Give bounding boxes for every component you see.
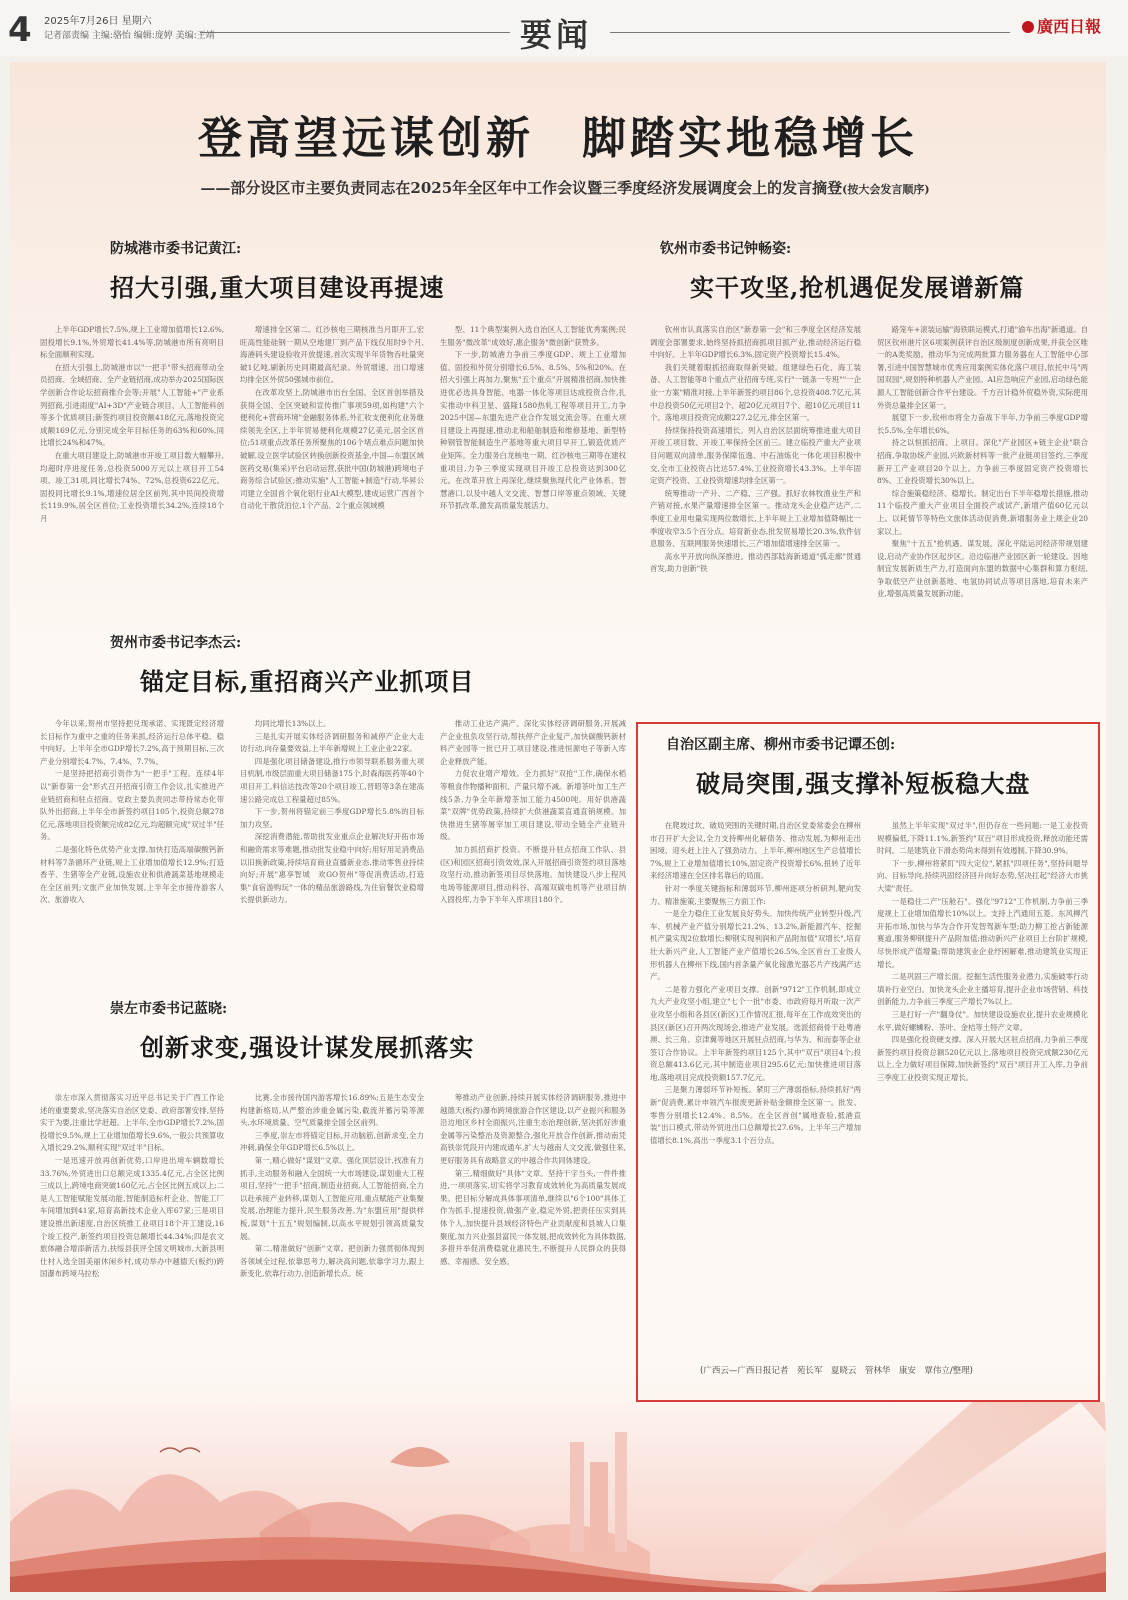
article-title: 破局突围,强支撑补短板稳大盘 (696, 769, 1031, 798)
paragraph: 高水平开放向纵深推进。推动西部陆海新通道"弧走廊"贯通首发,助力创新"铁 (650, 551, 861, 574)
article-leader: 贺州市委书记李杰云: (110, 635, 242, 651)
paragraph: 持之以恒抓招商、上项目。深化"产业园区+链主企业"联合招商,争取协统产业园,兴欧新材料等一批产业链项目签约,三季度新开工产业项目20个以上。力争前三季度固定资产投资增长8%、工业投资增长30%以上。 (877, 438, 1088, 486)
article-column (440, 718, 626, 976)
article-column (40, 1092, 224, 1388)
reporter-credits: (广西云—广西日报记者 苑长军 夏晓云 管林华 康安 覃伟立/整理) (700, 1366, 973, 1376)
paragraph: 钦州市认真落实自治区"新春第一会"和三季度全区经济发展调度会部署要求,始终坚持抓招商抓项目抓产业,推动经济运行稳中向好。上半年GDP增长6.3%,固定资产投资增长15.4%。 (650, 325, 861, 360)
sub-headline-note: (按大会发言顺序) (842, 183, 930, 196)
article-title: 锚定目标,重招商兴产业抓项目 (140, 667, 475, 696)
landscape-illustration-icon (10, 1402, 1106, 1592)
article-column (40, 324, 224, 612)
article-body-chongzuo (40, 1092, 626, 1388)
paragraph: 下一步,柳州将紧盯"四大定位",紧抓"四项任务",坚持问题导向、目标导向,持续巩固经济回升向好态势,坚决扛起"经济大市挑大梁"责任。 (877, 858, 1088, 893)
paragraph: 虽然上半年实现"双过半",但仍存在一些问题:一是工业投资规模偏低,下降11.1%,新签约"双百"项目形成投资,释放动能还需时间。二是建筑业下滑态势尚未得到有效遏制,下降30.9%。 (877, 821, 1088, 856)
paragraph: 在招大引强上,防城港市以"一把手"带头招商带动全员招商、全域招商、全产业链招商,成功举办2025国际医学创新合作论坛招商推介会等;开展"人工智能+"产业系列招商,引进雨度"AI+3D"产业链合项目、人工智能科创等多个优质项目;新签约项目投资额418亿元,落地投资完成额169亿元,分别完成全年目标任务的63%和60%,同比增长24%和47%。 (40, 362, 224, 448)
paragraph: 展望下一步,钦州市将全力奋战下半年,力争前三季度GDP增长5.5%,全年增长6%。 (877, 413, 1088, 435)
paragraph: 在爬坡过坎、破局突围的关键时期,自治区党委常委会在柳州市召开扩大会议,全力支持柳州化解债务、推动发展,为柳州走出困境、迎头赶上注入了强劲动力。上半年,柳州地区生产总值增长7%,规上工业增加值增长10%,固定资产投资增长6%,扭转了近年来经济增速在全区排名靠后的局面。 (650, 821, 861, 881)
article-title: 创新求变,强设计谋发展抓落实 (140, 1033, 475, 1062)
paragraph: 聚焦"十五五"抢机遇、谋发展。深化平陆运河经济带规划建设,启动产业协作区起步区。沿边临港产业园区新一轮建设。因地制宜发展新质生产力,打造面向东盟的数据中心集群和算力枢纽,争取低空产业创新基地、电氢协同试点等项目落地,培育未来产业,增强高质量发展新动能。 (877, 539, 1088, 599)
paragraph: 型、11个典型案例入选自治区人工智能优秀案例;民生服务"微改革"成效好,惠企服务"微创新"获赞多。 (440, 325, 626, 347)
decorative-illustration (10, 1402, 1106, 1592)
article-body-hezhou (40, 718, 626, 976)
paragraph: 三是扎实开展实体经济调研服务和减停产企业大走访行动,向存量要效益,上半年新增规上工业企业22家。 (240, 731, 424, 754)
article-header-liuzhou (666, 734, 1086, 799)
paragraph: 统筹推动一产升、二产稳、三产强。抓好农林牧渔业生产和产销对接,水果产量增速排全区第一。推动龙头企业稳产达产,二季度工业用电量实现两位数增长,上半年规上工业增加值降幅比一季度收窄3.5个百分点。培育新业态,批发贸易增长20.3%,软件信息服务、互联网服务快速增长,三产增加值增速排全区第一。 (650, 488, 861, 549)
sub-headline-text: ——部分设区市主要负责同志在2025年全区年中工作会议暨三季度经济发展调度会上的发言摘登 (200, 179, 843, 197)
paragraph: 筹推动产业创新,持续开展实体经济调研服务,推进中越德天(板约)瀑布跨境旅游合作区建设,以产业振兴和服务沿边地区乡村全面振兴,注重生态治理创新,坚决抓好涉重金属等污染整治及资源整合,强化开放合作创新,推动南凭高铁崇凭段开内建成通车,扩大与越南人文交流,做强往来,更好服务具有战略意义的中越合作共同体建设。 (440, 1093, 626, 1165)
main-headline: 登高望远谋创新 脚踏实地稳增长 (198, 113, 918, 164)
paragraph: 一是稳住二产"压舱石"。强化"9712"工作机制,力争前三季度规上工业增加值增长10%以上。支持上汽通用五菱、东风柳汽开拓市场,加快与华为合作开发智驾新车型;助力柳工抢占新能源赛道,服务柳钢提升产品附加值;推动新兴产业项目上台阶扩规模,尽快形成产值增量;帮助建筑业企业纾困解难,推动建筑业实现正增长。 (877, 896, 1088, 969)
paragraph: 三是聚力薄弱环节补短板。紧盯三产薄弱指标,持续抓好"两新"促消费,累计申领汽车报废更新补贴金额排全区第一。批发、零售分别增长12.4%、8.5%。在全区首创"属地查验,抵港直装"出口模式,带动外贸进出口总额增长27.6%。上半年三产增加值增长8.1%,高出一季度3.1个百分点。 (650, 1085, 861, 1145)
article-column (440, 324, 626, 612)
article-leader: 防城港市委书记黄江: (110, 241, 242, 257)
paragraph: 二是强化特色优势产业支撑,加快打造高端碳酸钙新材料等7条循环产业链,规上工业增加值增长12.9%;打造香芋、生猪等全产业链,设施农业和供港蔬菜基地规模走在全区前列;文旅产业加快发展,上半年全市接待游客人次、旅游收入 (40, 844, 224, 905)
article-column (440, 1092, 626, 1388)
paragraph: 二是着力强化产业项目支撑。创新"9712"工作机制,即成立九大产业攻坚小组,建立"七个一批"市委、市政府每月听取一次产业攻坚小组和各县区(新区)工作情况汇报,每年在工作成效突出的县区(新区)召开两次现场会,推进产业发展。选派招商骨干赴粤港澳、长三角、京津冀等地区开展驻点招商,与华为、和而泰等企业签订合作协议。上半年新签约项目125个,其中"双百"项目4个;投资总额413.6亿元,其中制造业项目295.6亿元;加快推进项目落地,落地项目完成投资额157.7亿元。 (650, 984, 861, 1082)
section-title: 要闻 (520, 16, 593, 54)
issue-date: 2025年7月26日 星期六 (44, 16, 152, 27)
paragraph: 第二,精准做好"创新"文章。把创新力强贯彻体现到各领域全过程,依靠思考力,解决高问题,依靠学习力,跟上新变化,依靠行动力,创造新增长点。统 (240, 1244, 424, 1279)
paragraph: 持续保持投资高速增长。列入自治区层面统筹推进重大项目开竣工项目数、开竣工率保持全区前三。建立临投产重大产业项目问题双向清单,服务保障伍逸、中石油炼化一体化项目积极中交,全市工业投资占比达57.4%,工业投资增长43.3%。上半年固定资产投资、工业投资增速均排全区第一。 (650, 425, 861, 486)
feature-panel (10, 62, 1106, 1592)
paragraph: 下一步,防城港力争前三季度GDP、规上工业增加值、固投和外贸分别增长6.5%、8.5%、5%和20%。在招大引强上再加力,聚焦"五个重点"开展精准招商,加快推进优必选具身智能、电器一体化等项目达成投资合作,扎实推动中科卫星、盛隆1580热轧工程等项目开工,力争2025中国—东盟先进产业合作发展交流会等。在重大项目建设上再提速,推动北和船舶制造和维修基地、新型特种钢管智能制造生产基地等重大项目早开工,锻造优质产业矩阵。全力服务白龙核电一期、红沙核电三期等在建权重项目,力争三季度实现项目开竣工总投资达到300亿元。在改革开放上再深化,继续聚焦现代化产业体系、智慧港口,以及中越人文交流、智慧口岸等重点领域、关键环节抓改革,激发高质量发展活力。 (440, 350, 626, 511)
paragraph: 均同比增长13%以上。 (254, 719, 331, 728)
masthead (0, 0, 1128, 56)
paragraph: 推动工业达产满产。深化实体经济调研服务,开展减产企业扭负攻坚行动,帮扶停产企业复产,加快碳酸钙新材料产业园等一批已开工项目建设,推进恒源电子等新入库企业释放产能。 (440, 719, 626, 766)
header-rule-left (200, 32, 510, 33)
logo-mark-icon (1022, 21, 1034, 33)
paragraph: 深挖消费潜能,帮助批发业重点企业解决好开拓市场和融资需求等难题,推动批发业稳中向好;用好用足消费品以旧换新政策,持续培育商业直播新业态,推动零售业持续向好;开展"惠享智城 欢GO贺州"等促消费活动,打造集"食宿游购玩"一体的精品旅游路线,为住宿餐饮业稳增长提供新动力。 (240, 832, 424, 905)
article-title: 实干攻坚,抢机遇促发展谱新篇 (690, 273, 1025, 302)
article-header-fangchenggang (110, 238, 610, 303)
paragraph: 力促农业增产增效。全力抓好"双抢"工作,确保水稻等粮食作物播种面积、产量只增不减。新增茶叶加工生产线5条,力争全年新增茶加工能力4500吨。用好供港蔬菜"双牌"优势政策,持续扩大供港蔬菜直通直销规模。加快推进生猪等屠宰加工项目建设,带动全链全产业链升级。 (440, 769, 626, 842)
editor-credits: 记者部责编 主编:骆怡 编辑:庞婷 美编:王靖 (44, 31, 215, 41)
paragraph: 我们关键着眼抓招商取得新突破。组建绿色石化、海工装备、人工智能等8个重点产业招商专班,实行"一链条一专班""一企业一方案"精准对接,上半年新签约项目86个,总投资408.7亿元,其中总投资50亿元项目2个、超20亿元项目7个、超10亿元项目11个。落地项目投资完成额227.2亿元,排全区第一。 (650, 362, 861, 423)
paragraph: 增速排全区第二。红沙核电三期核准当月即开工,宏旺高性能硅钢一期从空地建厂到产品下线仅用时9个月,海港码头建设验收开放提速,首次实现半年货物吞吐量突破1亿吨,刷新历史同期最高纪录。外贸增速、出口增速均排全区外贸50强城市前位。 (240, 325, 424, 385)
paragraph: 比赛,全市接待国内游客增长16.89%;五是生态安全构建新格局,从严整治涉重金属污染,截流并蓄污染等源头,水环境质量、空气质量排全国全区前列。 (240, 1093, 424, 1128)
paragraph: 第一,精心做好"谋划"文章。强化顶层设计,找准有力抓手,主动服务和融入全国统一大市场建设,谋划重大工程项目,坚持"一把手"招商,制造业招商,人工智能招商,全力以赴承接产业转移,谋划人工智能应用,重点赋能产业集聚发展,治理能力提升,民生服务改善,为"东盟应用"提供样板,谋划"十五五"规划编制,以高水平规划引领高质量发展。 (240, 1155, 424, 1241)
article-leader: 钦州市委书记钟畅姿: (660, 241, 792, 257)
paragraph: 在改革攻坚上,防城港市出台全国、全区首创举措及获得全国、全区突破和宣传推广事项59项,如构建"六个便利化+营商环境"金融服务体系,外汇收支便利化业务继续领先全区,上半年贸易便利化规模27亿美元,居全区首位;51项重点改革任务所聚焦的106个堵点难点问题加快破解,设立医学试验区转换创新投资基金,中国—东盟区域医药交易(集采)平台启动运营,获批中国(防城港)跨境电子商务综合试验区;推动实施"人工智能+制造"行动,华昇公司建立全国首个氧化铝行业AI大模型,建成运营广西首个自动化干散货泊位,1个产品、2个重点领域模 (240, 387, 424, 511)
article-leader: 崇左市委书记蓝晓: (110, 1001, 228, 1017)
article-header-hezhou (110, 632, 610, 697)
paragraph: 下一步,贺州将锚定前三季度GDP增长5.8%的目标加力攻坚。 (240, 807, 424, 829)
article-column (650, 324, 861, 702)
header-rule-right (610, 32, 1010, 33)
paragraph: 加力抓招商扩投资。不断提升驻点招商工作队、县(区)和园区招商引资效效,深入开展招商引资签约项目落地攻坚行动,推动新签项目尽快落地。加快建设八步上程风电场等能源项目,推动科谷、高端双碳电机等产业项目纳入固投库,力争下半年入库项目180个。 (440, 844, 626, 905)
newspaper-logo-text: 廣西日報 (1037, 17, 1102, 36)
paragraph: 路笼车+滚装运输"海铁联运模式,打通"渝车出海"新通道。自贸区钦州港片区6项案例获评自治区级制度创新成果,并获全区唯一的A类奖励。推动华为完成两批算力服务器在人工智能中心部署,引进中国智慧城市优秀应用案例实体化落户项目,依托中马"两国双园",规划特种机器人产业园。AI应急响应产业园,启动绿色能源人工智能创新合作平台建设。千方百计稳外贸稳外资,实际使用外资总量排全区第一。 (877, 325, 1088, 410)
paragraph: 综合施策稳经济、稳增长。制定出台下半年稳增长措施,推动11个临投产重大产业项目全面投产或试产,新增产值60亿元以上。以耗情节等特色文旅体活动促消费,新增服务业上规企业20家以上。 (877, 488, 1088, 536)
article-leader: 自治区副主席、柳州市委书记谭丕创: (666, 737, 896, 753)
article-body-fangchenggang (40, 324, 626, 612)
article-column (650, 820, 861, 1354)
article-column (240, 1092, 424, 1388)
article-title: 招大引强,重大项目建设再提速 (110, 273, 445, 302)
article-header-chongzuo (110, 998, 610, 1063)
paragraph: 一是全力稳住工业发展良好势头。加快传统产业转型升级,汽车、机械产业产值分别增长21.2%、13.2%,新能源汽车、挖掘机产量实现2位数增长;柳钢实现利润和产品附加值"双增长",培育壮大新兴产业,人工智能产业产值增长26.5%,全区首台工业级人形机器人在柳州下线,国内首条量产氧化镓激光器芯片产线满产达产。 (650, 909, 861, 982)
paragraph: 第三,精细做好"具体"文章。坚持干字当头,一件件推进,一项项落实,切实将学习教育成效转化为高质量发展成果。把目标分解成具体事项清单,继续以"6个100"具体工作为抓手,提速投资,做强产业,稳定外贸,把责任压实到具体个人,加快提升县域经济特色产业贡献度和县城人口集聚度,加力兴业强县富民一体发展,把成效转化为具体数据,多措并举促消费稳就业惠民生,不断提升人民群众的获得感、幸福感、安全感。 (440, 1168, 626, 1266)
article-column (40, 718, 224, 976)
paragraph: 四是强化投资硬支撑。深入开展大区驻点招商,力争前三季度新签约项目投资总额520亿元以上,落地项目投资完成额230亿元以上,全力做好项目保障,加快新签约"双百"项目开工入库,力争前三季度工业投资实现正增长。 (877, 1035, 1088, 1082)
article-column (877, 820, 1088, 1354)
page-number: 4 (8, 10, 32, 50)
article-column (877, 324, 1088, 702)
sub-headline (50, 177, 1080, 198)
article-body-liuzhou (650, 820, 1088, 1354)
article-column (240, 718, 424, 976)
paragraph: 三季度,崇左市将锚定目标,开动脑筋,创新求变,全力冲刺,确保全年GDP增长6.5%以上。 (240, 1130, 424, 1153)
article-header-qinzhou (660, 238, 1090, 303)
paragraph: 一是坚持把招商引资作为"一把手"工程。连续4年以"新春第一会"形式召开招商引资工作会议,扎实推进产业链招商和驻点招商。党政主要负责同志带持常态化带队外出招商,上半年全市新签约项目105个,投资总额278亿元,落地项目投资额完成82亿元,均超额完成"双过半"任务。 (40, 769, 224, 842)
paragraph: 上半年GDP增长7.5%,规上工业增加值增长12.6%,固投增长9.1%,外贸增长41.4%等,防城港市所有亮明目标全面顺利实现。 (40, 325, 224, 360)
paragraph: 一是迅速开放再创新优势,口岸进出境车辆数增长33.76%,外贸进出口总额完成1335.4亿元,占全区比例三成以上,跨境电商突破160亿元,占全区比例五成以上;二是人工智能赋能发展动能,智能制造标杆企业、智能工厂车间增加到41家,培育高新技术企业入库67家;三是项目建设推出新速度,自治区统推工业项目18个开工建设,16个竣工投产,新签约项目投资总额增长44.34%;四是农文旅体融合增添新活力,扶绥县获评全国文明城市,大新县明仕村入选全国美丽休闲乡村,成功举办中越德天(板约)跨国瀑布跨境马拉松 (40, 1155, 224, 1279)
paragraph: 在重大项目建设上,防城港市开竣工项目数大幅攀升,均超时序进度任务,总投资5000万元以上项目开工54项、竣工31项,同比增长74%、72%,总投资622亿元。固投同比增长9.1%,增速位居全区前列,其中民间投资增长119.9%,居全区首位;工业投资增长34.2%,连续18个月 (40, 450, 224, 523)
paragraph: 今年以来,贺州市坚持把兑现承诺、实现既定经济增长目标作为重中之重的任务来抓,经济运行总体平稳、稳中向好。上半年全市GDP增长7.2%,高于预期目标,三次产业分别增长4.7%、7.4%、7.7%。 (40, 719, 224, 766)
paragraph: 针对一季度关键指标和薄弱环节,柳州逐项分析研判,靶向发力、精准施策,主要聚焦三方面工作: (650, 883, 861, 906)
article-body-qinzhou (650, 324, 1088, 702)
paragraph: 崇左市深入贯彻落实习近平总书记关于广西工作论述的重要要求,坚决落实自治区党委、政府部署安排,坚持实干为要,注重比学赶超。上半年,全市GDP增长7.2%,固投增长9.5%,规上工业增加值增长9.6%,一般公共预算收入增长29.2%,顺利实现"双过半"目标。 (40, 1093, 224, 1153)
article-column (240, 324, 424, 612)
paragraph: 三是打好一产"翻身仗"。加快建设设施农业,提升农业规模化水平,做好螺蛳粉、茶叶、金桔等土特产文章。 (877, 1009, 1088, 1032)
newspaper-logo (1022, 14, 1101, 37)
paragraph: 二是巩固三产增长面。挖掘生活性服务业潜力,实施破零行动填补行业空白。加快龙头企业主播培育,提升企业市场营销、科技创新能力,力争前三季度三产增长7%以上。 (877, 972, 1088, 1007)
paragraph: 四是强化项目储备建设,推行市领导联系服务重大项目机制,市级层面重大项目储备175个,时森海医药等40个项目开工,料信达技改等20个项目竣工,晋昭等3条在建高速公路完成总工程量超过85%。 (240, 756, 424, 804)
